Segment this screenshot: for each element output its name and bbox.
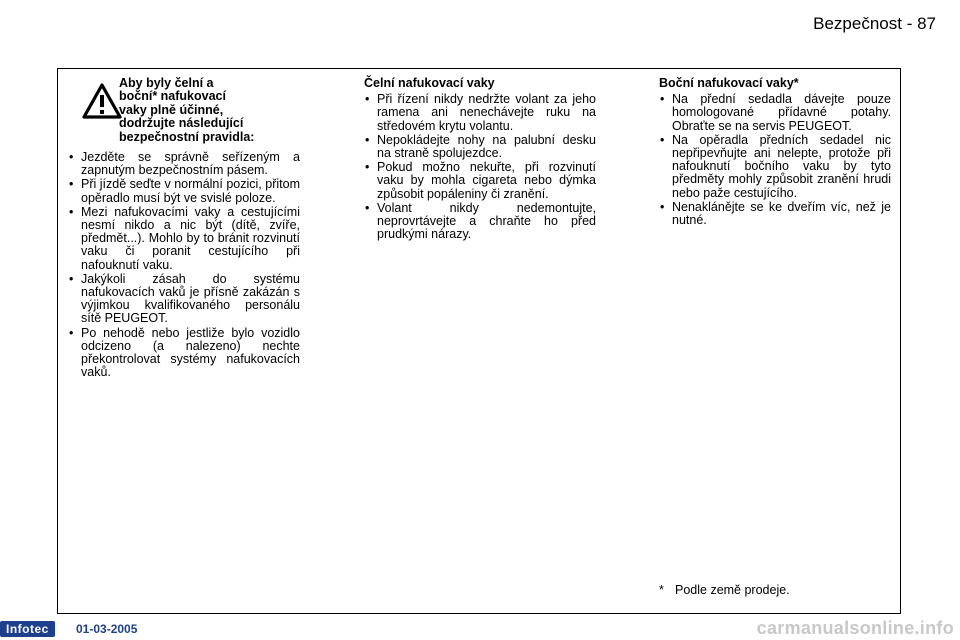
middle-column: [364, 77, 596, 242]
warning-title-line: boční* nafukovací: [119, 89, 226, 104]
content-frame: [57, 68, 901, 614]
list-item: • Po nehodě nebo jestliže bylo vozidlo odcizeno (a nalezeno) nechte překontrolovat systémy nafukovacích vaků.: [68, 327, 300, 380]
list-item: • Jakýkoli zásah do systému nafukovacích vaků je přísně zakázán s výjimkou kvalifikovaného personálu sítě PEUGEOT.: [68, 273, 300, 326]
list-item: • Nenaklánějte se ke dveřím víc, než je nutné.: [659, 201, 891, 227]
infotec-logo: Infotec: [0, 621, 55, 637]
warning-title-line: Aby byly čelní a: [119, 76, 214, 90]
section-heading-frontal-airbags: Čelní nafukovací vaky: [364, 76, 495, 90]
list-item: • Na opěradla předních sedadel nic nepřipevňujte ani nelepte, protože při nafouknutí bočního vaku by tyto předměty mohly způsobit zranění hrudi nebo paže cestujícího.: [659, 134, 891, 200]
list-item: • Při jízdě seďte v normální pozici, přitom opěradlo musí být ve svislé poloze.: [68, 178, 300, 204]
watermark: carmanualsonline.info: [756, 618, 954, 638]
list-item: • Při řízení nikdy nedržte volant za jeho ramena ani nenechávejte ruku na středovém krytu volantu.: [364, 93, 596, 133]
warning-triangle-icon: [82, 83, 122, 119]
frontal-airbag-list: [364, 93, 596, 241]
footer-date: 01-03-2005: [76, 622, 138, 636]
warning-block: [68, 77, 300, 151]
warning-title-line: vaky plně účinné,: [119, 102, 224, 117]
right-column: [659, 77, 891, 228]
list-item: • Mezi nafukovacími vaky a cestujícími nesmí nikdo a nic být (dítě, zvíře, předmět...). Mohlo by to bránit rozvinutí vaku či poranit cestujícího při nafouknutí vaku.: [68, 206, 300, 272]
warning-title-line: bezpečnostní pravidla:: [119, 129, 255, 144]
list-item: • Pokud možno nekuřte, při rozvinutí vaku by mohla cigareta nebo dýmka způsobit popáleniny či zranění.: [364, 161, 596, 201]
section-heading-side-airbags: Boční nafukovací vaky*: [659, 76, 799, 90]
footnote: [659, 583, 790, 597]
page-title: Bezpečnost - 87: [813, 14, 936, 33]
footnote-text: Podle zemĕ prodeje.: [675, 583, 790, 597]
list-item: • Na přední sedadla dávejte pouze homologované přídavné potahy. Obraťte se na servis PEUGEOT.: [659, 93, 891, 133]
warning-title-line: dodržujte následující: [119, 116, 244, 131]
footnote-star: *: [659, 583, 664, 597]
list-item: • Nepokládejte nohy na palubní desku na straně spolujezdce.: [364, 134, 596, 160]
side-airbag-list: [659, 93, 891, 227]
warning-title: [119, 77, 299, 144]
list-item: • Jezděte se správně seřízeným a zapnutým bezpečnostním pásem.: [68, 151, 300, 177]
left-rules-list: [68, 151, 300, 379]
list-item: • Volant nikdy nedemontujte, neprovrtávejte a chraňte ho před prudkými nárazy.: [364, 202, 596, 242]
left-column: [68, 77, 300, 380]
